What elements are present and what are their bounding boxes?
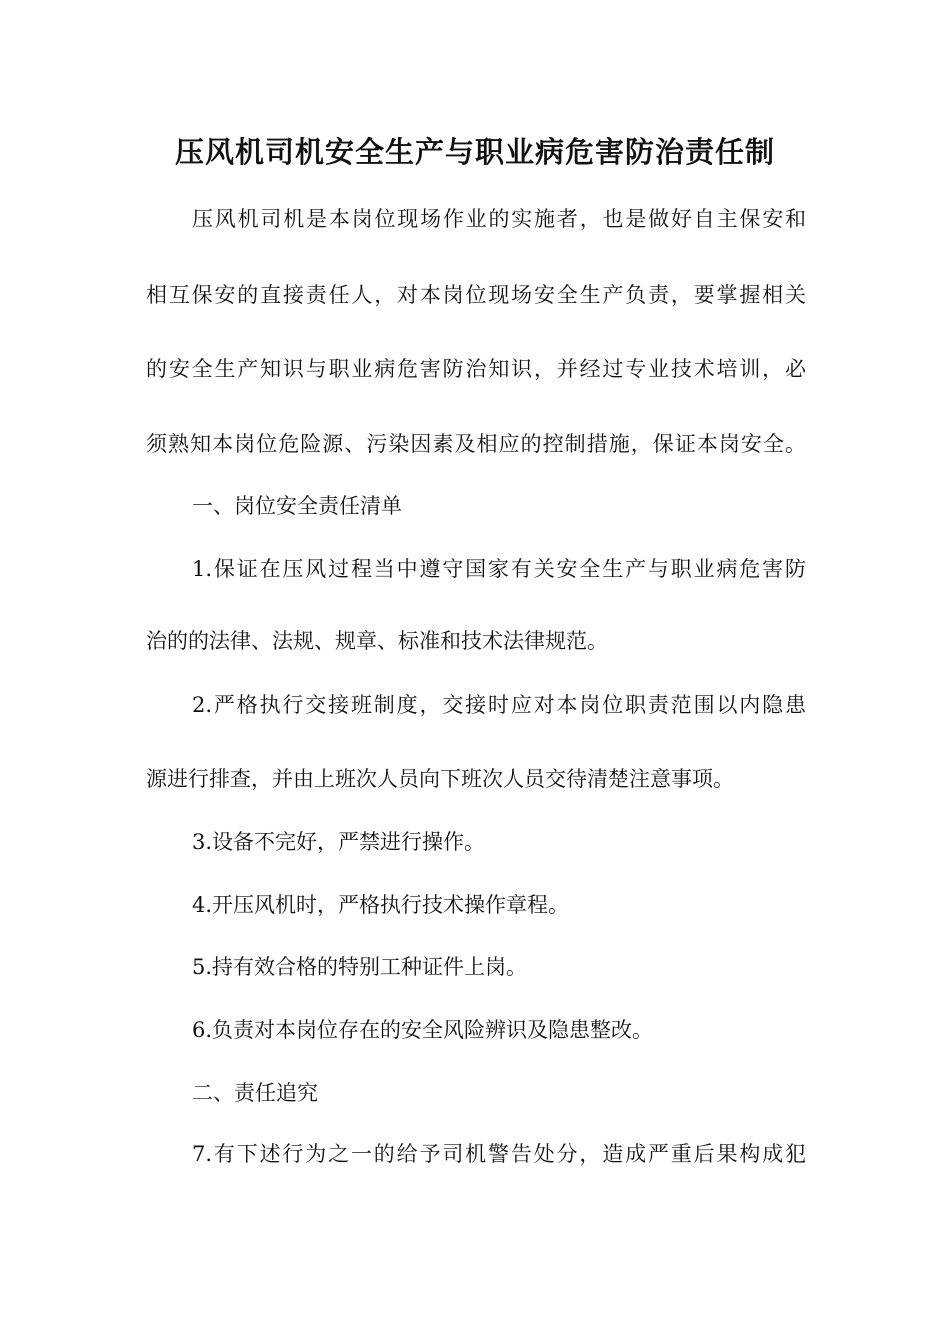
item-1-line-1: 1.保证在压风过程当中遵守国家有关安全生产与职业病危害防 (192, 557, 806, 581)
item-5: 5.持有效合格的特别工种证件上岗。 (192, 955, 528, 979)
document-title: 压风机司机安全生产与职业病危害防治责任制 (174, 135, 775, 169)
item-4: 4.开压风机时，严格执行技术操作章程。 (192, 893, 570, 917)
item-2-line-1: 2.严格执行交接班制度，交接时应对本岗位职责范围以内隐患 (192, 693, 806, 717)
item-3: 3.设备不完好，严禁进行操作。 (192, 830, 486, 854)
item-1-line-2: 治的的法律、法规、规章、标准和技术法律规范。 (146, 629, 608, 653)
item-6: 6.负责对本岗位存在的安全风险辨识及隐患整改。 (192, 1018, 654, 1042)
item-2-line-2: 源进行排查，并由上班次人员向下班次人员交待清楚注意事项。 (146, 767, 734, 791)
item-7-line-1: 7.有下述行为之一的给予司机警告处分，造成严重后果构成犯 (192, 1142, 806, 1166)
intro-line-4: 须熟知本岗位危险源、污染因素及相应的控制措施，保证本岗安全。 (146, 432, 806, 456)
section-heading-responsibilities: 一、岗位安全责任清单 (192, 494, 402, 518)
intro-line-1: 压风机司机是本岗位现场作业的实施者，也是做好自主保安和 (192, 207, 806, 231)
intro-line-3: 的安全生产知识与职业病危害防治知识，并经过专业技术培训，必 (146, 357, 806, 381)
intro-line-2: 相互保安的直接责任人，对本岗位现场安全生产负责，要掌握相关 (146, 283, 806, 307)
section-heading-accountability: 二、责任追究 (192, 1081, 318, 1105)
